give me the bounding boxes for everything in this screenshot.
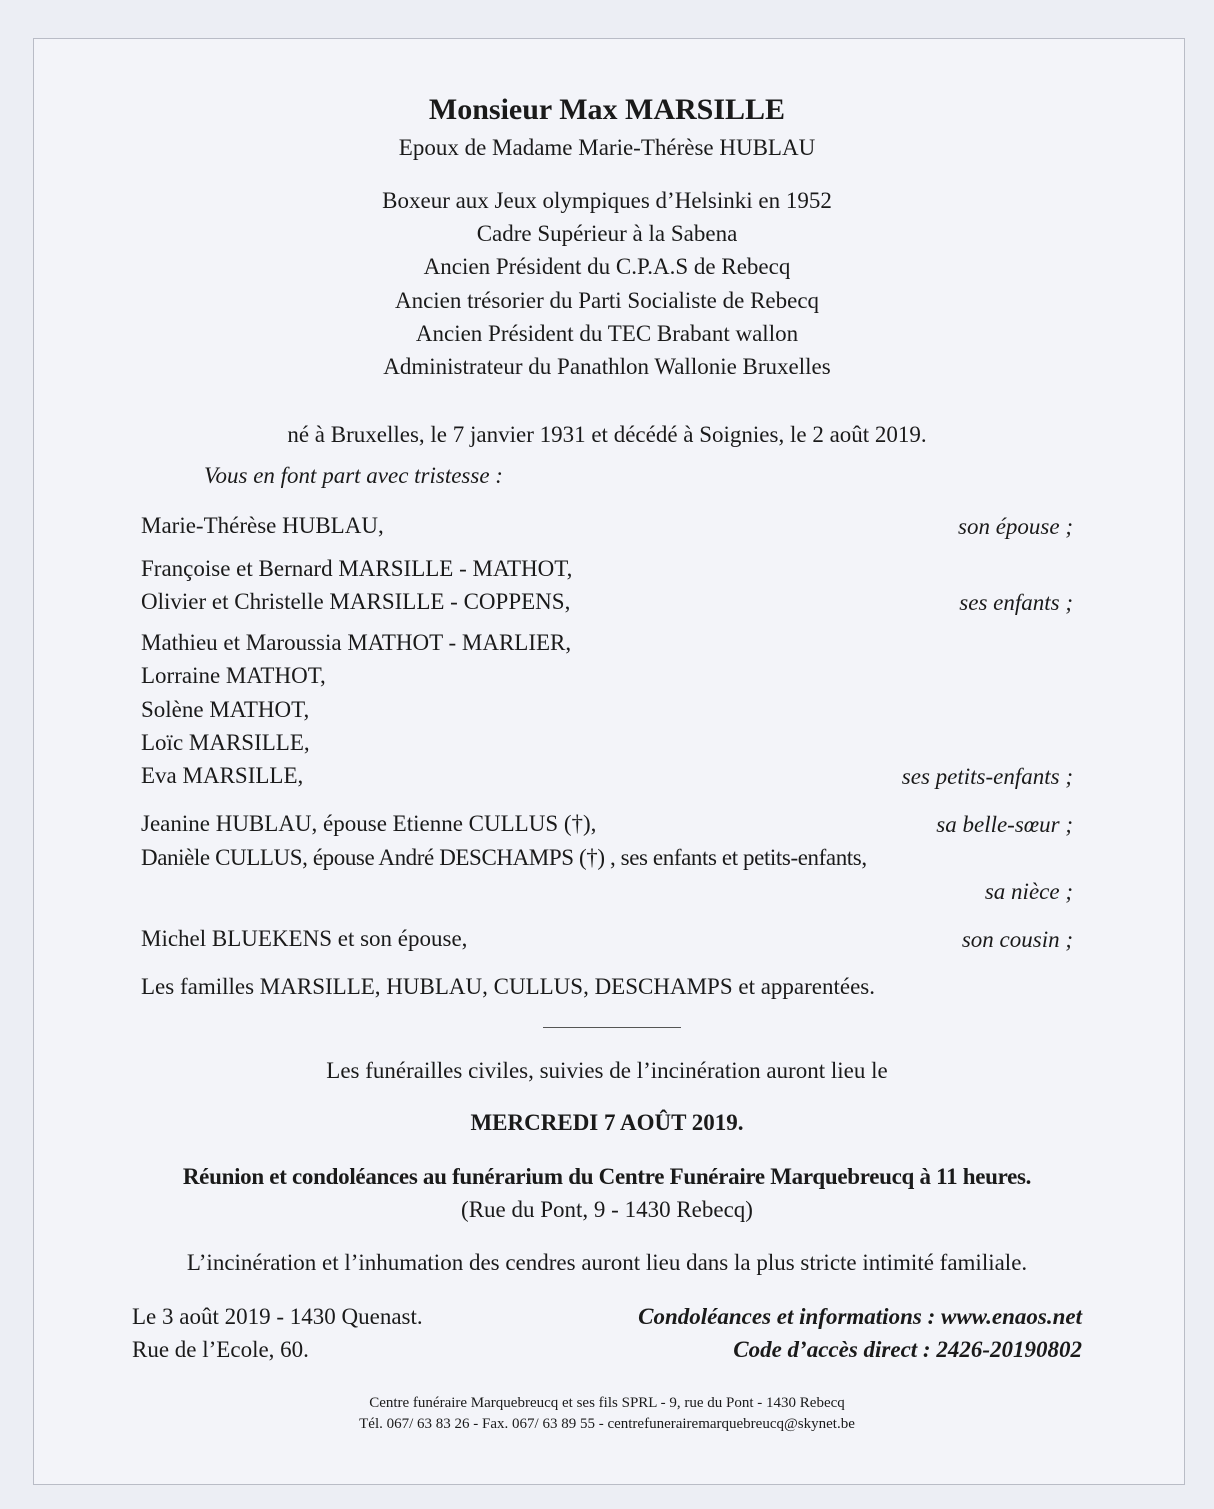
- title-line: Cadre Supérieur à la Sabena: [476, 221, 738, 246]
- family-line: Mathieu et Maroussia MATHOT - MARLIER,: [141, 630, 572, 655]
- title-line: Administrateur du Panathlon Wallonie Bruxelles: [383, 354, 831, 379]
- family-line: Marie-Thérèse HUBLAU,: [141, 513, 384, 538]
- family-line: Solène MATHOT,: [141, 697, 310, 722]
- family-line: Olivier et Christelle MARSILLE - COPPENS,: [141, 589, 571, 614]
- family-line: Les familles MARSILLE, HUBLAU, CULLUS, DESCHAMPS et apparentées.: [141, 974, 876, 999]
- family-line: Lorraine MATHOT,: [141, 663, 326, 688]
- title-line: Ancien Président du TEC Brabant wallon: [415, 321, 799, 346]
- deceased-name: Monsieur Max MARSILLE: [428, 93, 786, 126]
- title-line: Boxeur aux Jeux olympiques d’Helsinki en 1952: [382, 188, 832, 213]
- relation-label: son épouse ;: [958, 514, 1073, 539]
- family-line: Françoise et Bernard MARSILLE - MATHOT,: [141, 556, 573, 581]
- intro-line: Vous en font part avec tristesse :: [204, 463, 503, 488]
- relation-label: son cousin ;: [961, 927, 1073, 952]
- spouse-line: Epoux de Madame Marie-Thérèse HUBLAU: [398, 135, 816, 160]
- family-line: Eva MARSILLE,: [141, 763, 304, 788]
- condolences-line: Condoléances et informations : www.enaos.net: [638, 1304, 1082, 1329]
- family-line: Jeanine HUBLAU, épouse Etienne CULLUS (†),: [141, 811, 597, 836]
- ceremony-intro: Les funérailles civiles, suivies de l’incinération auront lieu le: [326, 1058, 888, 1083]
- closing-place-date: Le 3 août 2019 - 1430 Quenast.: [132, 1304, 423, 1329]
- title-line: Ancien trésorier du Parti Socialiste de Rebecq: [394, 288, 820, 313]
- title-line: Ancien Président du C.P.A.S de Rebecq: [423, 254, 791, 279]
- family-line: Loïc MARSILLE,: [141, 730, 310, 755]
- ceremony-address: (Rue du Pont, 9 - 1430 Rebecq): [461, 1197, 753, 1222]
- closing-street: Rue de l’Ecole, 60.: [132, 1337, 309, 1362]
- birth-death-dates: né à Bruxelles, le 7 janvier 1931 et décédé à Soignies, le 2 août 2019.: [287, 422, 927, 447]
- footer-line: Centre funéraire Marquebreucq et ses fils SPRL - 9, rue du Pont - 1430 Rebecq: [369, 1395, 845, 1411]
- relation-label: ses petits-enfants ;: [901, 764, 1073, 789]
- footer-line: Tél. 067/ 63 83 26 - Fax. 067/ 63 89 55 - centrefunerairemarquebreucq@skynet.be: [359, 1416, 855, 1432]
- relation-label: sa belle-sœur ;: [936, 812, 1073, 837]
- access-code: Code d’accès direct : 2426-20190802: [733, 1337, 1082, 1362]
- relation-label: sa nièce ;: [984, 879, 1073, 904]
- relation-label: ses enfants ;: [959, 590, 1073, 615]
- divider: [543, 1027, 681, 1028]
- family-line: Michel BLUEKENS et son épouse,: [141, 926, 468, 951]
- ceremony-note: L’incinération et l’inhumation des cendres auront lieu dans la plus stricte intimité familiale.: [186, 1250, 1028, 1275]
- ceremony-date: MERCREDI 7 AOÛT 2019.: [470, 1110, 744, 1135]
- family-line: Danièle CULLUS, épouse André DESCHAMPS (†) , ses enfants et petits-enfants,: [141, 845, 867, 870]
- ceremony-meeting: Réunion et condoléances au funérarium du Centre Funéraire Marquebreucq à 11 heures.: [182, 1164, 1032, 1189]
